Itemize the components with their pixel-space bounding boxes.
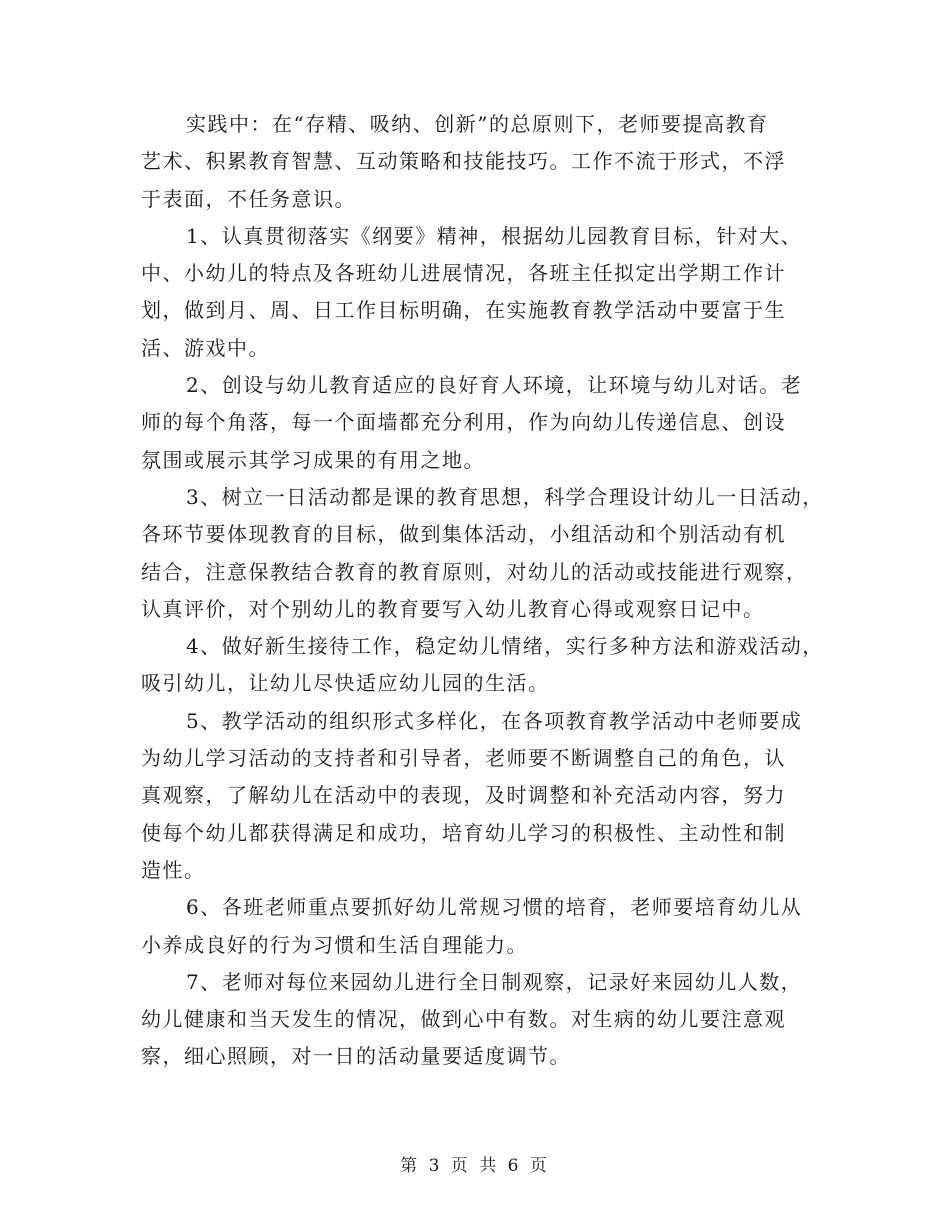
text-line: 吸引幼儿，让幼儿尽快适应幼儿园的生活。 [141,671,550,696]
text-line: 3、树立一日活动都是课的教育思想，科学合理设计幼儿一日活动， [186,484,824,509]
paragraph-intro [141,106,816,218]
page-number-footer: 第 3 页 共 6 页 [400,1156,550,1176]
text-line: 5、教学活动的组织形式多样化，在各项教育教学活动中老师要成 [186,708,803,733]
text-line: 造性。 [141,857,206,882]
paragraph-item-2 [141,367,816,479]
text-line: 真观察，了解幼儿在活动中的表现，及时调整和补充活动内容，努力 [141,783,786,808]
text-line: 活、游戏中。 [141,335,270,360]
text-line: 划，做到月、周、日工作目标明确，在实施教育教学活动中要富于生 [141,298,786,323]
text-line: 1、认真贯彻落实《纲要》精神，根据幼儿园教育目标，针对大、 [186,223,803,248]
paragraph-item-3 [141,479,824,628]
paragraph-item-4 [141,628,824,703]
paragraph-item-1 [141,218,816,367]
text-line: 4、做好新生接待工作，稳定幼儿情绪，实行多种方法和游戏活动， [186,634,824,659]
text-line: 艺术、积累教育智慧、互动策略和技能技巧。工作不流于形式，不浮 [141,149,786,174]
text-line: 氛围或展示其学习成果的有用之地。 [141,447,485,472]
text-line: 实践中：在“存精、吸纳、创新”的总原则下，老师要提高教育 [186,112,769,136]
paragraph-item-6 [141,889,816,964]
text-line: 幼儿健康和当天发生的情况，做到心中有数。对生病的幼儿要注意观 [141,1007,786,1032]
paragraph-item-7 [141,964,816,1076]
text-line: 6、各班老师重点要抓好幼儿常规习惯的培育，老师要培育幼儿从 [186,895,803,920]
text-line: 7、老师对每位来园幼儿进行全日制观察，记录好来园幼儿人数， [186,969,803,994]
text-line: 察，细心照顾，对一日的活动量要适度调节。 [141,1044,571,1069]
text-line: 2、创设与幼儿教育适应的良好育人环境，让环境与幼儿对话。老 [186,373,803,398]
text-line: 小养成良好的行为习惯和生活自理能力。 [141,932,528,957]
text-line: 于表面，不任务意识。 [141,186,356,211]
text-line: 各环节要体现教育的目标，做到集体活动，小组活动和个别活动有机 [141,522,786,547]
document-body [141,106,824,1076]
paragraph-item-5 [141,703,816,889]
text-line: 为幼儿学习活动的支持者和引导者，老师要不断调整自己的角色，认 [141,746,786,771]
text-line: 使每个幼儿都获得满足和成功，培育幼儿学习的积极性、主动性和制 [141,820,786,845]
text-line: 师的每个角落，每一个面墙都充分利用，作为向幼儿传递信息、创设 [141,410,786,435]
text-line: 中、小幼儿的特点及各班幼儿进展情况，各班主任拟定出学期工作计 [141,261,786,286]
text-line: 认真评价，对个别幼儿的教育要写入幼儿教育心得或观察日记中。 [141,596,765,621]
text-line: 结合，注意保教结合教育的教育原则，对幼儿的活动或技能进行观察， [141,559,808,584]
